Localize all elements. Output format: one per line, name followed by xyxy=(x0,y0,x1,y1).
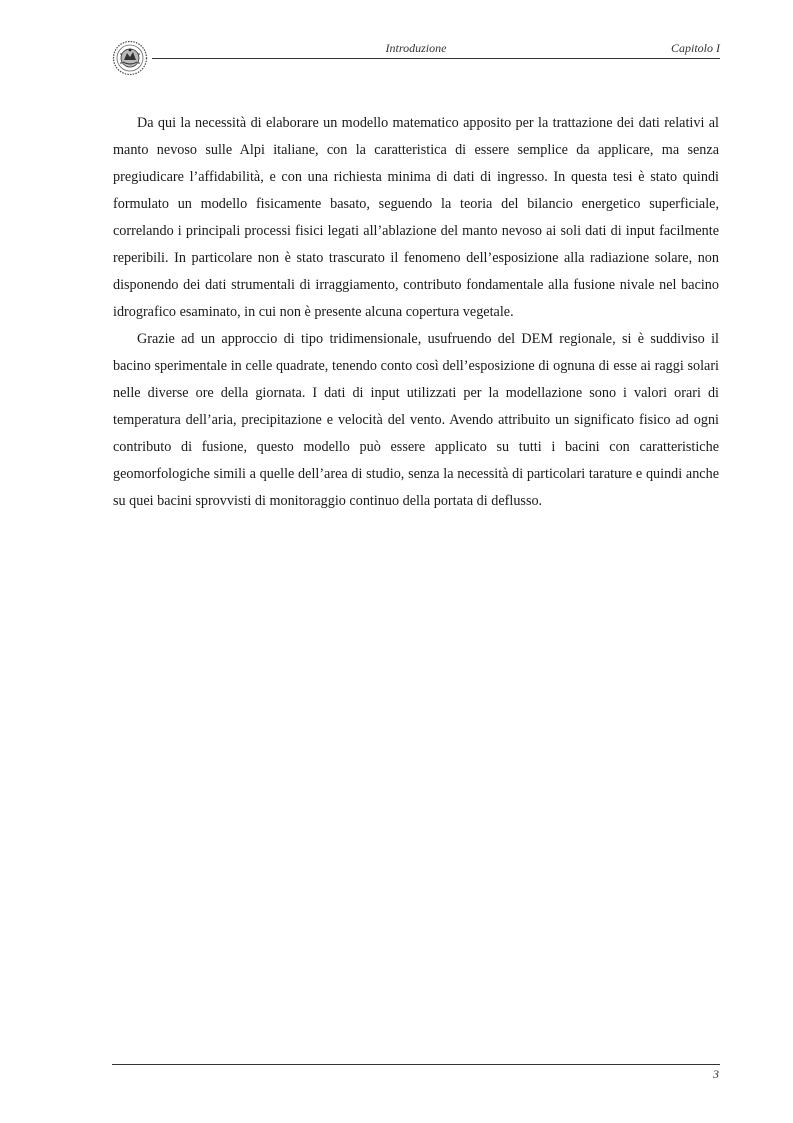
page-number: 3 xyxy=(713,1067,719,1081)
header-section-title: Introduzione xyxy=(385,41,447,55)
header-chapter-label: Capitolo I xyxy=(670,41,720,55)
paragraph-1: Da qui la necessità di elaborare un modello matematico apposito per la trattazione dei dati relativi al manto nevoso sulle Alpi italiane, con la caratteristica di essere semplice da applicare, ma senza pregiudicare l’affidabilità, e con una richiesta minima di dati di ingresso. In questa tesi è stato quindi formulato un modello fisicamente basato, seguendo la teoria del bilancio energetico superficiale, correlando i principali processi fisici legati all’ablazione del manto nevoso ai soli dati di input facilmente reperibili. In particolare non è stato trascurato il fenomeno dell’esposizione alla radiazione solare, non disponendo dei dati strumentali di irraggiamento, contributo fondamentale alla fusione nivale nel bacino idrografico esaminato, in cui non è presente alcuna copertura vegetale. xyxy=(113,115,719,320)
paragraph-2: Grazie ad un approccio di tipo tridimensionale, usufruendo del DEM regionale, si è suddiviso il bacino sperimentale in celle quadrate, tenendo conto così dell’esposizione di ognuna di esse ai raggi solari nelle diverse ore della giornata. I dati di input utilizzati per la modellazione sono i valori orari di temperatura dell’aria, precipitazione e velocità del vento. Avendo attribuito un significato fisico ad ogni contributo di fusione, questo modello può essere applicato su tutti i bacini con caratteristiche geomorfologiche simili a quelle dell’area di studio, senza la necessità di particolari tarature e quindi anche su quei bacini sprovvisti di monitoraggio continuo della portata di deflusso. xyxy=(113,331,719,509)
main-text xyxy=(113,110,719,515)
page-header xyxy=(112,38,720,74)
footer-rule xyxy=(112,1064,720,1065)
header-rule xyxy=(152,58,720,59)
